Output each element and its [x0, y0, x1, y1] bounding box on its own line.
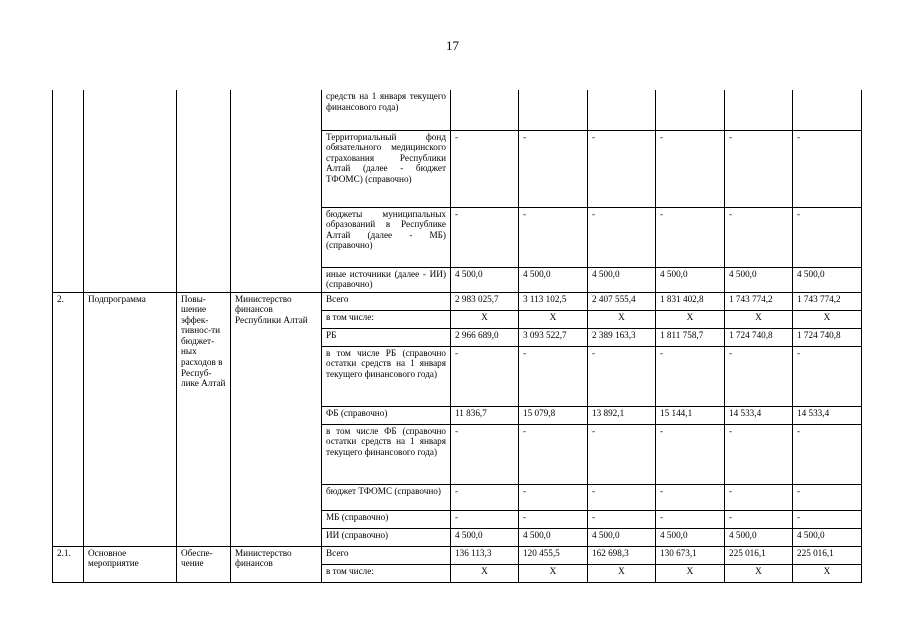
value-cell: Х — [656, 564, 725, 582]
value-cell: - — [588, 510, 656, 528]
funding-source: РБ — [322, 328, 451, 346]
value-cell: - — [793, 346, 862, 406]
value-cell: 2 966 689,0 — [451, 328, 519, 346]
value-cell: Х — [451, 564, 519, 582]
subprogram-number: 2. — [53, 292, 84, 546]
measure-name: Обеспе-чение — [177, 546, 231, 582]
value-cell: - — [519, 346, 588, 406]
value-cell: 4 500,0 — [656, 267, 725, 292]
value-cell: 4 500,0 — [519, 528, 588, 546]
value-cell — [588, 90, 656, 130]
value-cell: - — [793, 510, 862, 528]
measure-executor: Министерство финансов — [231, 546, 322, 582]
subprogram-executor: Министерство финансов Республики Алтай — [231, 292, 322, 546]
funding-source: Территориальный фонд обязательного медицинского страхования Республики Алтай (далее - бюджет ТФОМС) (справочно) — [322, 130, 451, 207]
value-cell: 14 533,4 — [793, 406, 862, 424]
value-cell: - — [519, 424, 588, 484]
measure-type: Основное мероприятие — [84, 546, 177, 582]
financing-table — [52, 90, 862, 583]
value-cell: 130 673,1 — [656, 546, 725, 564]
value-cell — [656, 90, 725, 130]
value-cell: - — [725, 484, 793, 510]
value-cell: 4 500,0 — [451, 267, 519, 292]
value-cell: - — [793, 207, 862, 267]
value-cell: 15 079,8 — [519, 406, 588, 424]
funding-source: бюджеты муниципальных образований в Республике Алтай (далее - МБ) (справочно) — [322, 207, 451, 267]
value-cell: - — [519, 484, 588, 510]
funding-source: Всего — [322, 292, 451, 310]
value-cell: Х — [725, 564, 793, 582]
value-cell: - — [451, 424, 519, 484]
value-cell: 225 016,1 — [725, 546, 793, 564]
value-cell: 2 389 163,3 — [588, 328, 656, 346]
subprogram-type: Подпрограмма — [84, 292, 177, 546]
cell-empty — [177, 90, 231, 292]
value-cell: 1 724 740,8 — [725, 328, 793, 346]
value-cell: - — [725, 346, 793, 406]
value-cell: - — [588, 484, 656, 510]
value-cell: Х — [519, 564, 588, 582]
value-cell: - — [725, 510, 793, 528]
value-cell: 4 500,0 — [793, 267, 862, 292]
value-cell: - — [451, 346, 519, 406]
cell-empty — [53, 90, 84, 292]
value-cell: 1 743 774,2 — [725, 292, 793, 310]
funding-source: в том числе ФБ (справочно остатки средств на 1 января текущего финансового года) — [322, 424, 451, 484]
value-cell: 4 500,0 — [519, 267, 588, 292]
value-cell: 1 743 774,2 — [793, 292, 862, 310]
value-cell: 4 500,0 — [588, 528, 656, 546]
value-cell: Х — [588, 310, 656, 328]
funding-source: бюджет ТФОМС (справочно) — [322, 484, 451, 510]
cell-empty — [231, 90, 322, 292]
value-cell: 2 983 025,7 — [451, 292, 519, 310]
value-cell: - — [725, 130, 793, 207]
value-cell: - — [588, 424, 656, 484]
value-cell — [519, 90, 588, 130]
value-cell: 15 144,1 — [656, 406, 725, 424]
subprogram-name: Повы-шение эффек-тивнос-ти бюджет-ных расходов в Респуб-лике Алтай — [177, 292, 231, 546]
funding-source: иные источники (далее - ИИ) (справочно) — [322, 267, 451, 292]
funding-source: в том числе: — [322, 564, 451, 582]
value-cell: 4 500,0 — [451, 528, 519, 546]
value-cell: Х — [793, 564, 862, 582]
value-cell: - — [656, 346, 725, 406]
value-cell: 120 455,5 — [519, 546, 588, 564]
value-cell: Х — [451, 310, 519, 328]
funding-source: в том числе РБ (справочно остатки средств на 1 января текущего финансового года) — [322, 346, 451, 406]
value-cell: 4 500,0 — [725, 267, 793, 292]
value-cell: - — [519, 130, 588, 207]
value-cell: 4 500,0 — [793, 528, 862, 546]
page-number: 17 — [446, 38, 459, 53]
value-cell: - — [451, 207, 519, 267]
value-cell: Х — [725, 310, 793, 328]
value-cell: - — [451, 510, 519, 528]
funding-source: средств на 1 января текущего финансового года) — [322, 90, 451, 130]
value-cell: 4 500,0 — [656, 528, 725, 546]
funding-source: МБ (справочно) — [322, 510, 451, 528]
value-cell: 1 811 758,7 — [656, 328, 725, 346]
value-cell: 162 698,3 — [588, 546, 656, 564]
value-cell: 4 500,0 — [725, 528, 793, 546]
value-cell: - — [588, 207, 656, 267]
value-cell: - — [793, 484, 862, 510]
measure-number: 2.1. — [53, 546, 84, 582]
value-cell: 1 831 402,8 — [656, 292, 725, 310]
value-cell: - — [519, 510, 588, 528]
value-cell: Х — [793, 310, 862, 328]
funding-source: ИИ (справочно) — [322, 528, 451, 546]
value-cell: - — [656, 130, 725, 207]
value-cell — [451, 90, 519, 130]
value-cell: - — [793, 130, 862, 207]
value-cell: 2 407 555,4 — [588, 292, 656, 310]
value-cell: - — [451, 484, 519, 510]
cell-empty — [84, 90, 177, 292]
value-cell: Х — [588, 564, 656, 582]
value-cell: - — [519, 207, 588, 267]
funding-source: в том числе: — [322, 310, 451, 328]
value-cell: - — [656, 424, 725, 484]
value-cell: Х — [656, 310, 725, 328]
funding-source: Всего — [322, 546, 451, 564]
value-cell: 3 093 522,7 — [519, 328, 588, 346]
value-cell: 3 113 102,5 — [519, 292, 588, 310]
value-cell: - — [588, 346, 656, 406]
value-cell: - — [451, 130, 519, 207]
value-cell — [793, 90, 862, 130]
value-cell: 4 500,0 — [588, 267, 656, 292]
funding-source: ФБ (справочно) — [322, 406, 451, 424]
value-cell: 11 836,7 — [451, 406, 519, 424]
value-cell: 136 113,3 — [451, 546, 519, 564]
value-cell: - — [725, 207, 793, 267]
value-cell: - — [656, 207, 725, 267]
value-cell — [725, 90, 793, 130]
value-cell: 225 016,1 — [793, 546, 862, 564]
value-cell: - — [725, 424, 793, 484]
value-cell: 1 724 740,8 — [793, 328, 862, 346]
value-cell: - — [793, 424, 862, 484]
value-cell: Х — [519, 310, 588, 328]
value-cell: - — [656, 484, 725, 510]
value-cell: - — [588, 130, 656, 207]
value-cell: 13 892,1 — [588, 406, 656, 424]
value-cell: - — [656, 510, 725, 528]
value-cell: 14 533,4 — [725, 406, 793, 424]
